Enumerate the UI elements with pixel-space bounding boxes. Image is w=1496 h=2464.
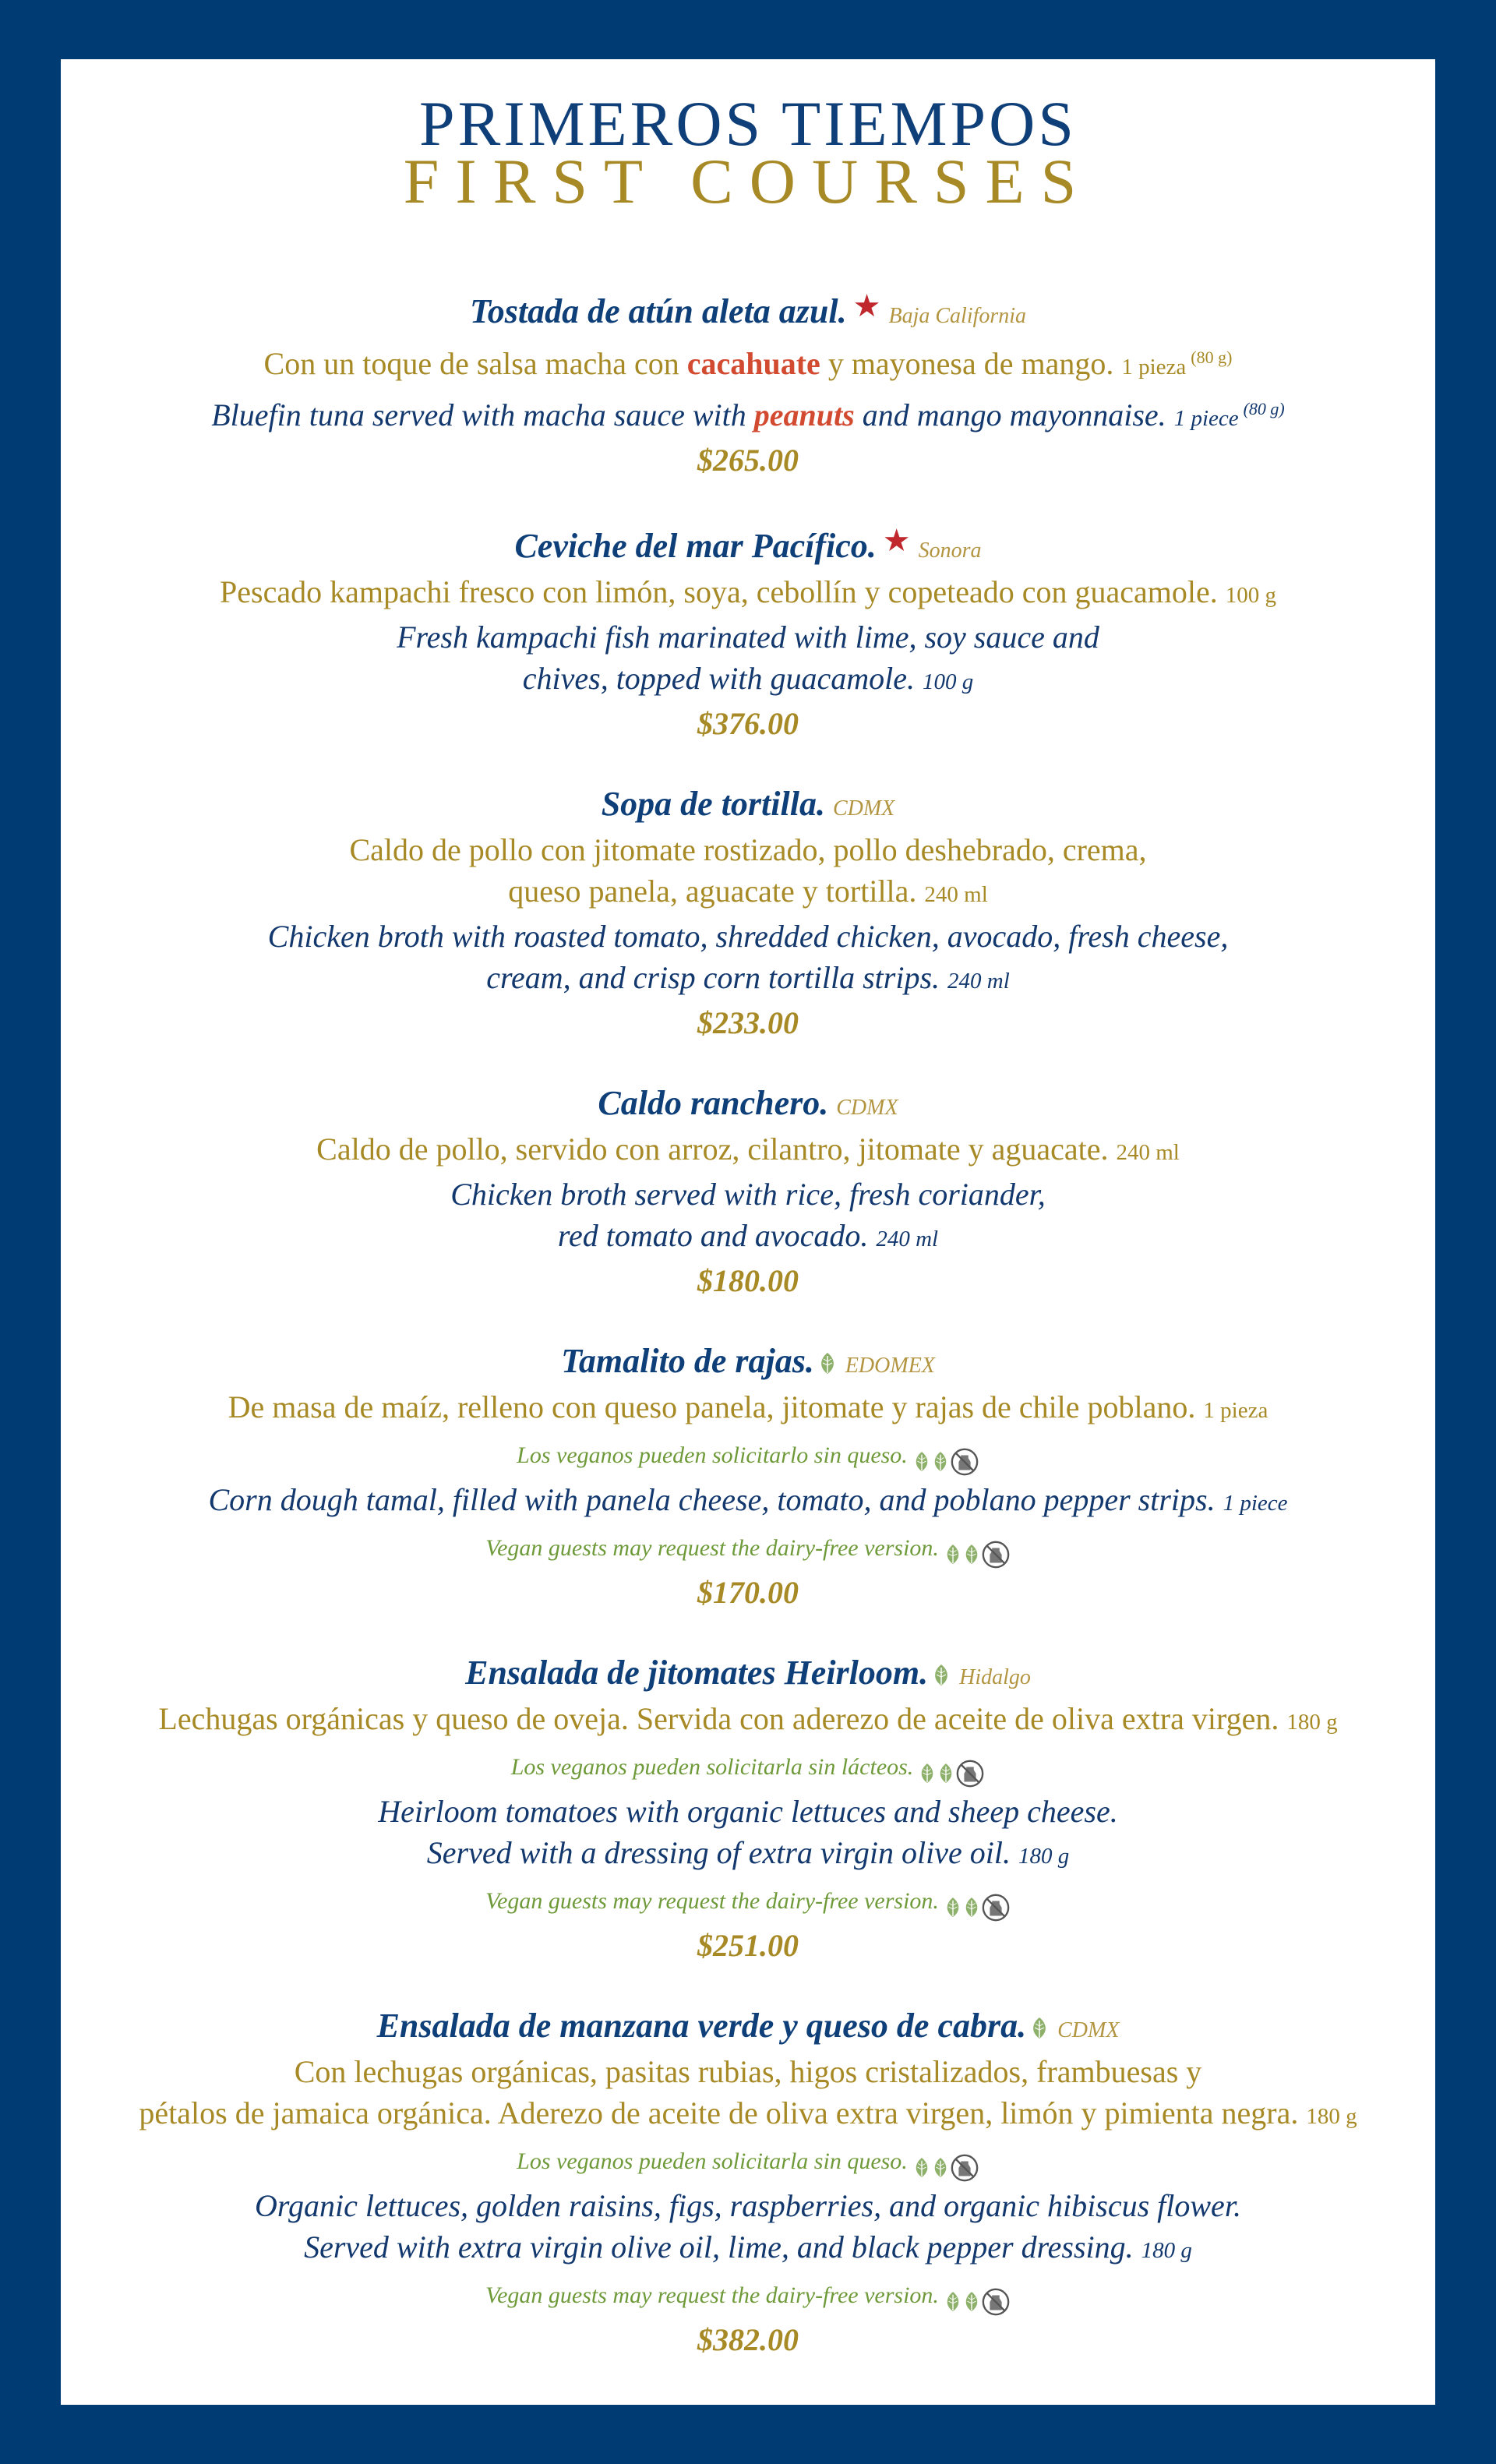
description-es: Caldo de pollo con jitomate rostizado, pollo deshebrado, crema, [349, 832, 1147, 867]
menu-header [61, 88, 1435, 217]
vegetarian-leaf-icon [918, 1763, 937, 1784]
dish-origin: CDMX [836, 1096, 898, 1120]
dairy-free-icon [981, 2287, 1011, 2317]
menu-item [61, 2005, 1435, 2360]
vegetarian-leaf-icon [944, 1897, 962, 1919]
dairy-free-icon [950, 1447, 979, 1477]
dish-origin: Hidalgo [959, 1665, 1031, 1689]
vegetarian-leaf-icon [931, 1451, 950, 1473]
description-en: Chicken broth with roasted tomato, shredded chicken, avocado, fresh cheese, [267, 919, 1229, 954]
dish-origin: CDMX [832, 796, 895, 821]
vegetarian-leaf-icon [962, 1897, 981, 1919]
dish-name: Tamalito de rajas. [561, 1342, 814, 1380]
menu-item [61, 1340, 1435, 1613]
vegan-note-es: Los veganos pueden solicitarla sin lácteos. [61, 1743, 1435, 1791]
vegetarian-leaf-icon [817, 1352, 838, 1375]
vegan-note-en: Vegan guests may request the dairy-free version. [61, 1877, 1435, 1925]
description-es: Con un toque de salsa macha con cacahuate y mayonesa de mango. 1 pieza $^{(80 g)}$ [263, 346, 1233, 381]
menu-page [61, 59, 1435, 2405]
vegetarian-leaf-icon [1029, 2017, 1050, 2040]
vegetarian-leaf-icon [931, 1664, 951, 1687]
menu-item [61, 1082, 1435, 1301]
description-en: Heirloom tomatoes with organic lettuces and sheep cheese. [378, 1794, 1118, 1829]
vegetarian-leaf-icon [937, 1763, 955, 1784]
dish-price: $251.00 [697, 1928, 799, 1963]
vegan-note-es: Los veganos pueden solicitarla sin queso. [61, 2137, 1435, 2185]
dairy-free-icon [955, 1759, 985, 1788]
description-en: chives, topped with guacamole. 100 g [522, 661, 974, 696]
star-icon: ★ [852, 288, 881, 323]
menu-item [61, 520, 1435, 744]
vegan-note-en: Vegan guests may request the dairy-free version. [61, 2272, 1435, 2319]
dish-price: $233.00 [697, 1005, 799, 1040]
dish-name: Sopa de tortilla. [601, 785, 825, 823]
allergen-text: peanuts [753, 397, 855, 432]
dish-name: Tostada de atún aleta azul. [469, 292, 847, 330]
title-spanish: PRIMEROS TIEMPOS [419, 88, 1077, 159]
description-es: queso panela, aguacate y tortilla. 240 ml [508, 874, 988, 909]
vegetarian-leaf-icon [962, 1544, 981, 1566]
dish-price: $376.00 [697, 706, 799, 741]
description-en: Served with extra virgin olive oil, lime, and black pepper dressing. 180 g [304, 2229, 1192, 2265]
description-es: Con lechugas orgánicas, pasitas rubias, higos cristalizados, frambuesas y [294, 2054, 1202, 2089]
vegan-note-es: Los veganos pueden solicitarlo sin queso. [61, 1431, 1435, 1479]
description-en: Served with a dressing of extra virgin olive oil. 180 g [426, 1835, 1070, 1870]
dairy-free-icon [981, 1540, 1011, 1569]
description-en: red tomato and avocado. 240 ml [557, 1218, 939, 1253]
vegan-note-en: Vegan guests may request the dairy-free version. [61, 1524, 1435, 1572]
dish-name: Ceviche del mar Pacífico. [514, 527, 877, 565]
vegetarian-leaf-icon [962, 2291, 981, 2313]
dish-origin: Baja California [888, 304, 1027, 328]
dish-price: $265.00 [697, 443, 799, 478]
vegetarian-leaf-icon [944, 1544, 962, 1566]
description-en: Organic lettuces, golden raisins, figs, raspberries, and organic hibiscus flower. [255, 2188, 1241, 2223]
title-english: FIRST COURSES [403, 146, 1093, 217]
allergen-text: cacahuate [686, 346, 820, 381]
dish-name: Ensalada de jitomates Heirloom. [465, 1654, 929, 1692]
description-es: pétalos de jamaica orgánica. Aderezo de aceite de oliva extra virgen, limón y pimienta negra. 180 g [139, 2095, 1357, 2130]
dish-origin: CDMX [1057, 2018, 1120, 2042]
dairy-free-icon [981, 1893, 1011, 1922]
description-en: Bluefin tuna served with macha sauce with peanuts and mango mayonnaise. 1 piece $^{(80 g)}$ [211, 397, 1285, 432]
description-en: Corn dough tamal, filled with panela cheese, tomato, and poblano pepper strips. 1 piece [208, 1482, 1288, 1517]
dish-name: Ensalada de manzana verde y queso de cabra. [376, 2007, 1027, 2045]
vegetarian-leaf-icon [912, 2157, 931, 2179]
description-es: Pescado kampachi fresco con limón, soya, cebollín y copeteado con guacamole. 100 g [220, 574, 1276, 609]
menu-items [61, 285, 1435, 2360]
vegetarian-leaf-icon [931, 2157, 950, 2179]
menu-item [61, 1652, 1435, 1966]
star-icon: ★ [882, 523, 911, 558]
vegetarian-leaf-icon [944, 2291, 962, 2313]
description-en: Chicken broth served with rice, fresh coriander, [450, 1177, 1046, 1212]
description-es: Caldo de pollo, servido con arroz, cilantro, jitomate y aguacate. 240 ml [316, 1131, 1180, 1167]
description-es: Lechugas orgánicas y queso de oveja. Servida con aderezo de aceite de oliva extra virgen. 180 g [158, 1701, 1338, 1736]
dish-origin: Sonora [918, 538, 982, 563]
dish-price: $382.00 [697, 2322, 799, 2357]
dish-origin: EDOMEX [845, 1354, 935, 1378]
description-en: Fresh kampachi fish marinated with lime, soy sauce and [397, 620, 1099, 655]
menu-item [61, 285, 1435, 481]
dish-name: Caldo ranchero. [598, 1084, 829, 1122]
vegetarian-leaf-icon [912, 1451, 931, 1473]
description-es: De masa de maíz, relleno con queso panela, jitomate y rajas de chile poblano. 1 pieza [228, 1389, 1268, 1424]
menu-item [61, 783, 1435, 1043]
dish-price: $180.00 [697, 1263, 799, 1298]
dairy-free-icon [950, 2153, 979, 2183]
description-en: cream, and crisp corn tortilla strips. 240 ml [486, 960, 1010, 995]
dish-price: $170.00 [697, 1575, 799, 1610]
